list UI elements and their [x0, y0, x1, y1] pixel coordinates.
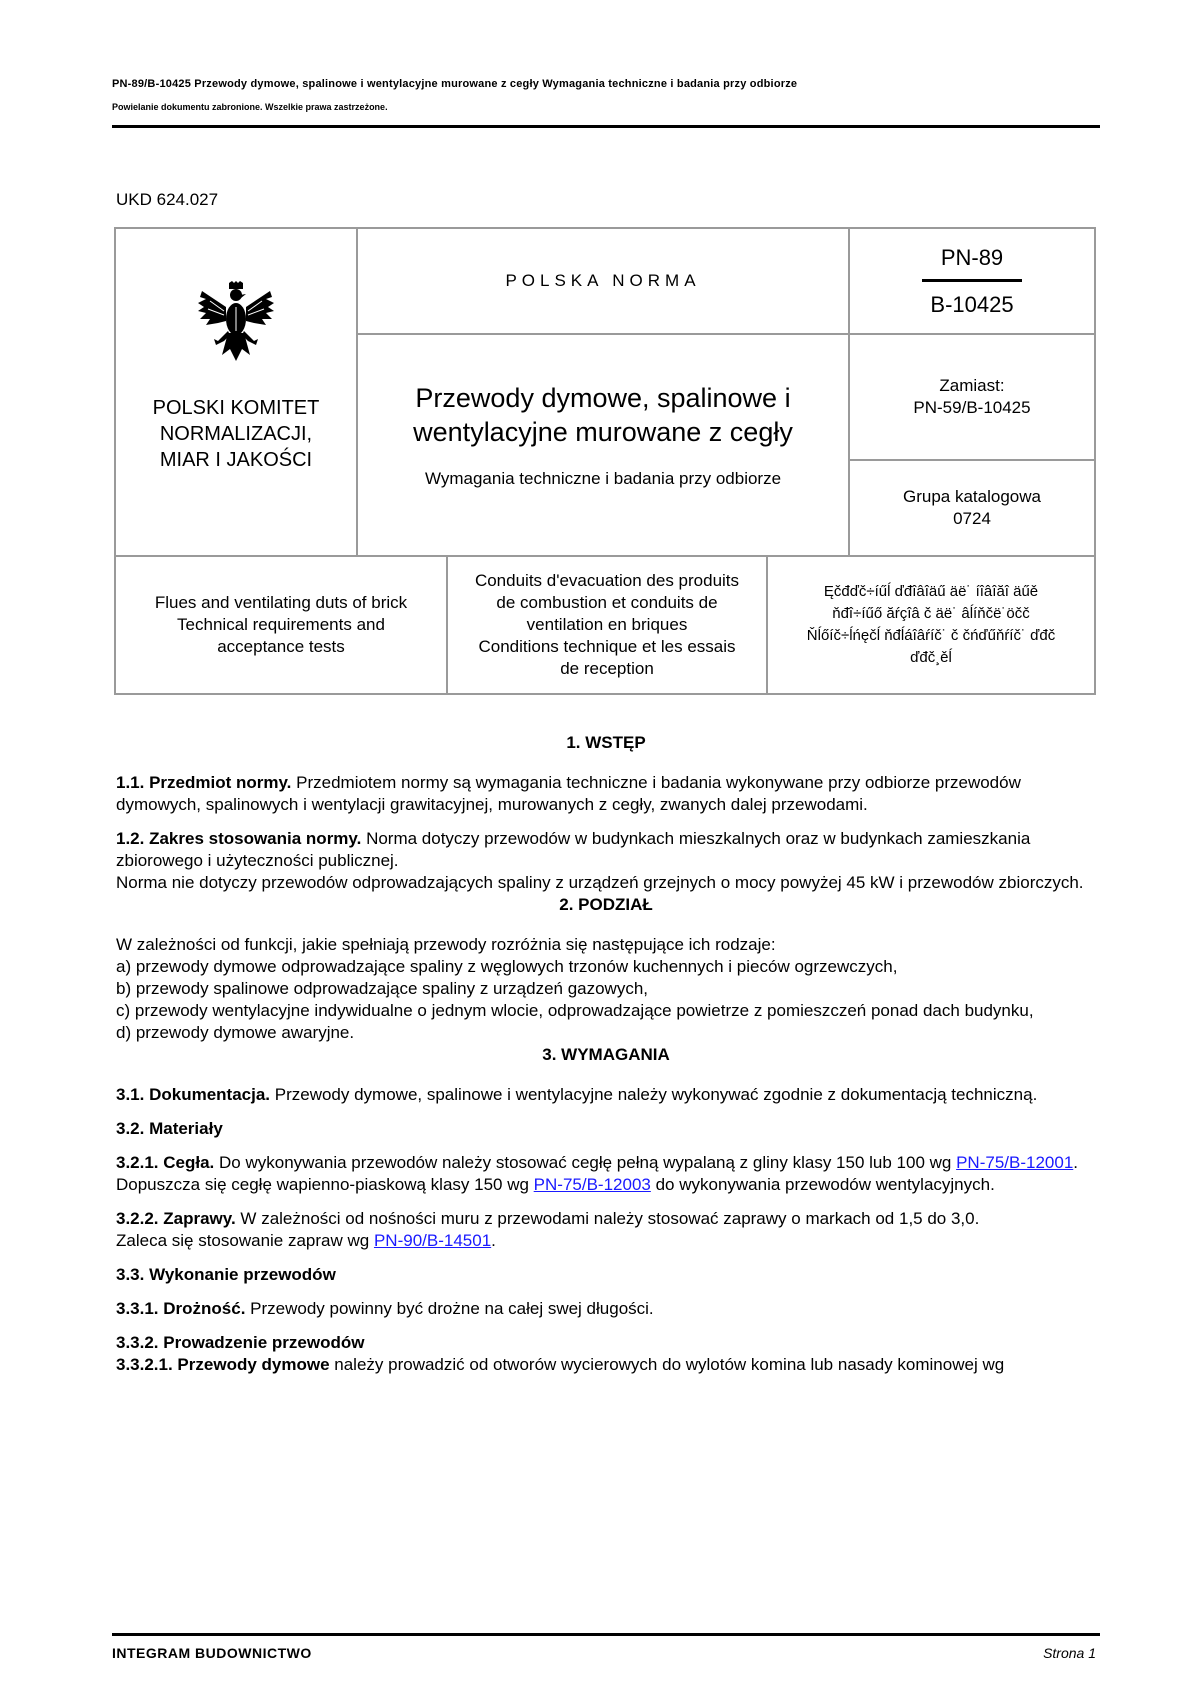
norm-metadata-table: [114, 227, 1096, 695]
paragraph-3-3-1: 3.3.1. Drożność. Przewody powinny być drożne na całej swej długości.: [116, 1299, 654, 1318]
norm-number-code: B-10425: [930, 291, 1014, 317]
heading-3-3-2: 3.3.2. Prowadzenie przewodów: [116, 1333, 365, 1352]
norm-title: Przewody dymowe, spalinowe i wentylacyjne murowane z cegły: [413, 383, 793, 447]
paragraph-3-2-1-cont: Dopuszcza się cegłę wapienno-piaskową klasy 150 wg PN-75/B-12003 do wykonywania przewodów wentylacyjnych.: [116, 1175, 995, 1194]
norm-subtitle: Wymagania techniczne i badania przy odbiorze: [424, 469, 782, 488]
paragraph-3-2-2-cont: Zaleca się stosowanie zapraw wg PN-90/B-14501.: [116, 1231, 496, 1250]
norm-number-divider: [922, 279, 1022, 282]
header-divider: [112, 125, 1100, 128]
list-item-a: a) przewody dymowe odprowadzające spaliny z węglowych trzonów kuchennych i pieców ogrzewczych,: [116, 957, 898, 976]
replaces-value: PN-59/B-10425: [913, 398, 1031, 417]
norm-number-cell: [848, 227, 1096, 335]
catalog-group-label: Grupa katalogowa: [903, 487, 1041, 506]
paragraph-3-2-2: 3.2.2. Zaprawy. W zależności od nośności muru z przewodami należy stosować zaprawy o markach od 1,5 do 3,0.: [116, 1209, 980, 1228]
section-heading-1: 1. WSTĘP: [566, 733, 646, 752]
title-russian: Ęčđďč÷íűĺ ďđîâîäű äë˙ íîâîăî äűě ňđî÷íűő ăŕçîâ č äë˙ âĺíňčë˙öčč Ňĺőíč÷ĺńęčĺ ňđĺáîâŕíč˙ č čńďűňŕíč˙ ďđč ďđč¸ěĺ: [806, 583, 1056, 666]
section-heading-2: 2. PODZIAŁ: [559, 895, 653, 914]
title-french: Conduits d'evacuation des produits de combustion et conduits de ventilation en briques Conditions technique et les essais de reception: [474, 571, 740, 678]
polska-norma-label: POLSKA NORMA: [505, 271, 701, 290]
title-russian-cell: [766, 555, 1096, 695]
link-pn-75-b-12001[interactable]: PN-75/B-12001: [956, 1153, 1074, 1172]
paragraph-3-1: 3.1. Dokumentacja. Przewody dymowe, spalinowe i wentylacyjne należy wykonywać zgodnie z dokumentacją techniczną.: [116, 1085, 1038, 1104]
polish-eagle-emblem: [196, 281, 276, 365]
ukd-code: UKD 624.027: [116, 190, 219, 209]
document-body: [116, 732, 1096, 1376]
norm-number-year: PN-89: [940, 244, 1004, 270]
polska-norma-cell: [356, 227, 850, 335]
catalog-group-cell: [848, 459, 1096, 557]
catalog-group-value: 0724: [953, 509, 991, 528]
replaces-cell: [848, 333, 1096, 461]
paragraph-2-intro: W zależności od funkcji, jakie spełniają przewody rozróżnia się następujące ich rodzaje:: [116, 935, 776, 954]
norm-title-cell: [356, 333, 850, 557]
link-pn-75-b-12003[interactable]: PN-75/B-12003: [533, 1175, 651, 1194]
list-item-c: c) przewody wentylacyjne indywidualne o jednym wlocie, odprowadzające powietrze z pomieszczeń ponad dach budynku,: [116, 1001, 1034, 1020]
paragraph-1-2: 1.2. Zakres stosowania normy. Norma dotyczy przewodów w budynkach mieszkalnych oraz w budynkach zamieszkania zbiorowego i użyteczności publicznej.: [116, 829, 1031, 870]
paragraph-3-2-1: 3.2.1. Cegła. Do wykonywania przewodów należy stosować cegłę pełną wypalaną z gliny klasy 150 lub 100 wg PN-75/B-12001.: [116, 1153, 1079, 1172]
heading-3-2: 3.2. Materiały: [116, 1119, 223, 1138]
title-english: Flues and ventilating duts of brick Technical requirements and acceptance tests: [154, 593, 408, 656]
paragraph-3-3-2-1: 3.3.2.1. Przewody dymowe należy prowadzić od otworów wycierowych do wylotów komina lub nasady kominowej wg: [116, 1355, 1005, 1374]
committee-name: POLSKI KOMITET NORMALIZACJI, MIAR I JAKOŚCI: [152, 397, 320, 471]
footer-publisher: INTEGRAM BUDOWNICTWO: [112, 1645, 312, 1661]
committee-cell: [114, 227, 358, 557]
paragraph-1-1: 1.1. Przedmiot normy. Przedmiotem normy są wymagania techniczne i badania wykonywane przy odbiorze przewodów dymowych, spalinowych i wentylacji grawitacyjnej, murowanych z cegły, zwanych dalej przewodami.: [116, 773, 1021, 814]
paragraph-1-2-cont: Norma nie dotyczy przewodów odprowadzających spaliny z urządzeń grzejnych o mocy powyżej 45 kW i przewodów zbiorczych.: [116, 873, 1084, 892]
header-title: PN-89/B-10425 Przewody dymowe, spalinowe i wentylacyjne murowane z cegły Wymagania techniczne i badania przy odbiorze: [112, 78, 798, 90]
document-header: [112, 78, 1100, 112]
link-pn-90-b-14501[interactable]: PN-90/B-14501: [373, 1231, 492, 1250]
heading-3-3: 3.3. Wykonanie przewodów: [116, 1265, 336, 1284]
page-number: Strona 1: [1043, 1645, 1096, 1661]
footer-divider: [112, 1633, 1100, 1636]
list-item-d: d) przewody dymowe awaryjne.: [116, 1023, 355, 1042]
header-copyright: Powielanie dokumentu zabronione. Wszelkie prawa zastrzeżone.: [112, 102, 388, 112]
list-item-b: b) przewody spalinowe odprowadzające spaliny z urządzeń gazowych,: [116, 979, 649, 998]
replaces-label: Zamiast:: [939, 376, 1005, 395]
title-english-cell: [114, 555, 448, 695]
section-heading-3: 3. WYMAGANIA: [542, 1045, 670, 1064]
title-french-cell: [446, 555, 768, 695]
